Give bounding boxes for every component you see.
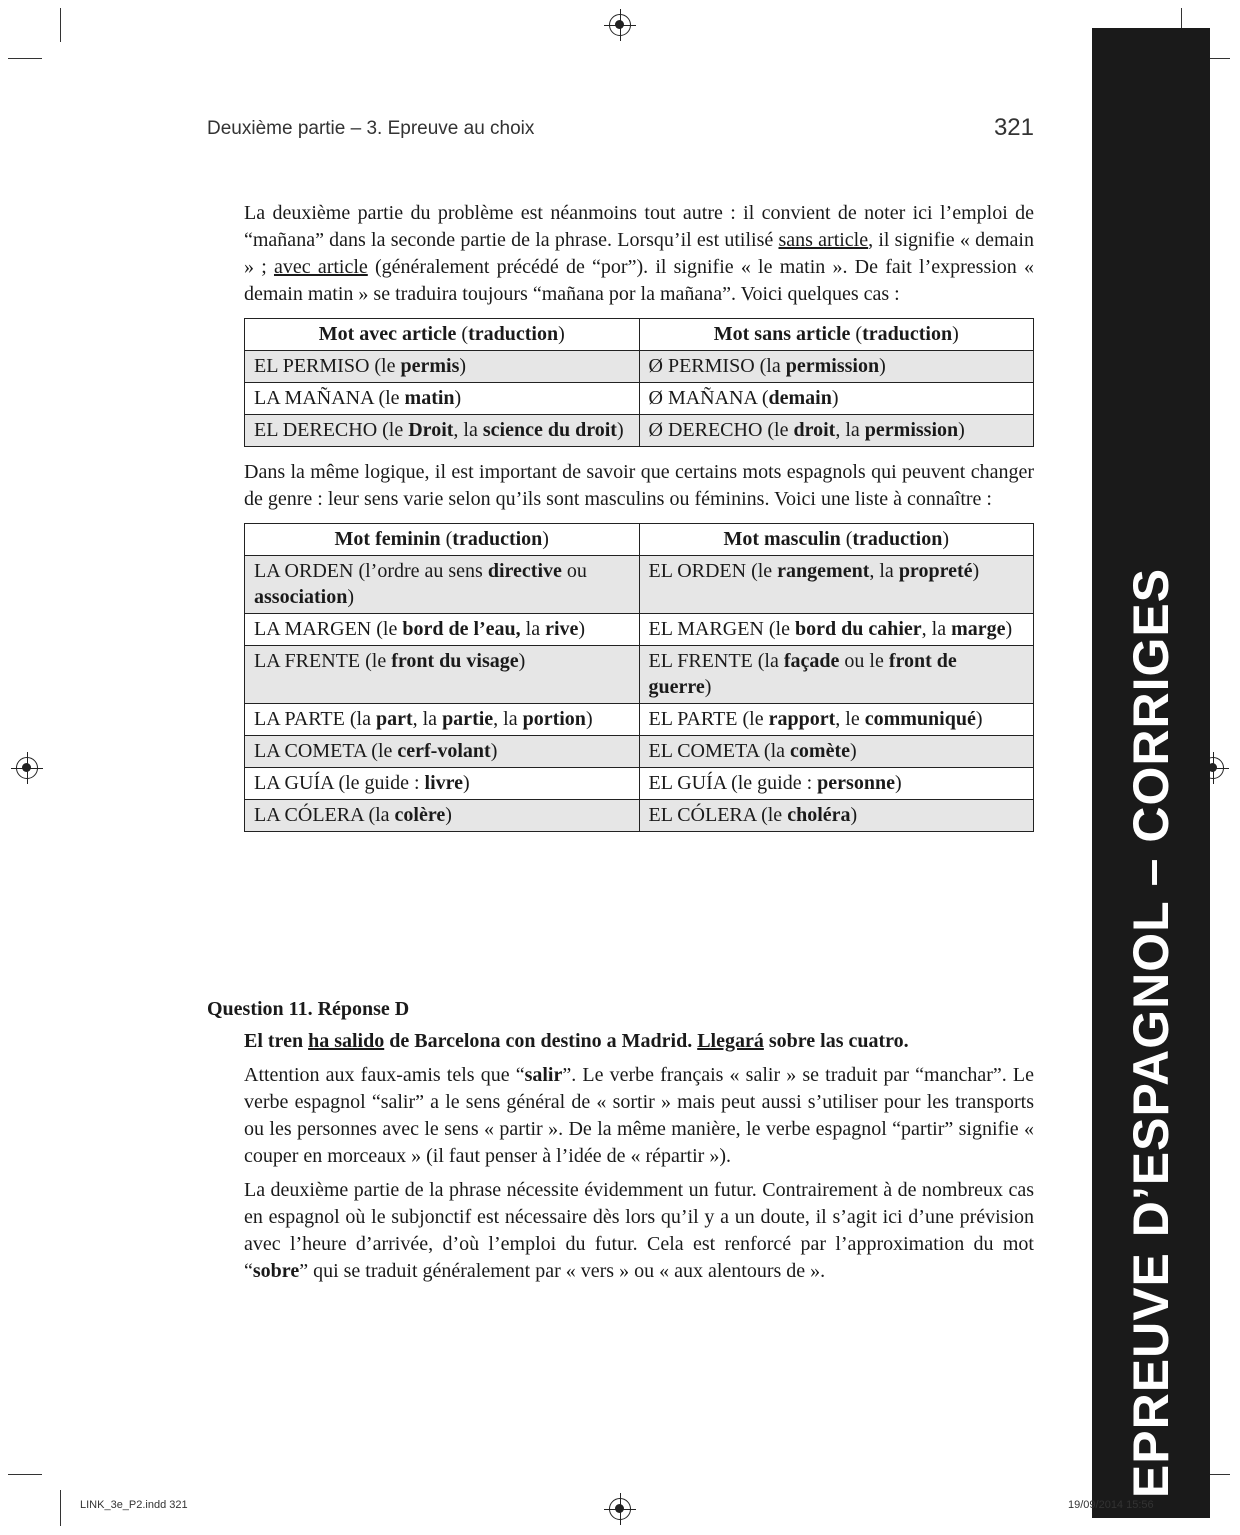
genre-paragraph: Dans la même logique, il est important de savoir que certains mots espagnols qui peuvent changer de genre : leur sens varie selon qu’ils sont masculins ou féminins. Voici une liste à connaître : xyxy=(244,461,1034,510)
table-row xyxy=(245,556,1034,614)
slug-date: 19/09/2014 15:56 xyxy=(1068,1499,1154,1511)
crop-mark xyxy=(8,1474,42,1475)
table-cell: Ø DERECHO (le droit, la permission) xyxy=(639,415,1034,447)
section-title: Deuxième partie – 3. Epreuve au choix xyxy=(207,118,535,139)
side-tab-label: EPREUVE D’ESPAGNOL – CORRIGES xyxy=(1123,567,1179,1499)
table-cell: Ø MAÑANA (demain) xyxy=(639,383,1034,415)
table-header: Mot masculin (traduction) xyxy=(639,524,1034,556)
slug-file: LINK_3e_P2.indd 321 xyxy=(80,1499,188,1511)
table-header: Mot avec article (traduction) xyxy=(245,319,640,351)
table-cell: EL ORDEN (le rangement, la propreté) xyxy=(639,556,1034,614)
table-cell: LA CÓLERA (la colère) xyxy=(245,800,640,832)
table-cell: LA GUÍA (le guide : livre) xyxy=(245,768,640,800)
table-cell: Ø PERMISO (la permission) xyxy=(639,351,1034,383)
table-cell: EL PERMISO (le permis) xyxy=(245,351,640,383)
table-cell: EL DERECHO (le Droit, la science du droit) xyxy=(245,415,640,447)
table-row xyxy=(245,415,1034,447)
question-title: Question 11. Réponse D xyxy=(207,998,410,1020)
table-cell: EL CÓLERA (le choléra) xyxy=(639,800,1034,832)
table-cell: LA MARGEN (le bord de l’eau, la rive) xyxy=(245,614,640,646)
table-row xyxy=(245,704,1034,736)
table-cell: LA COMETA (le cerf-volant) xyxy=(245,736,640,768)
main-content xyxy=(244,200,1034,844)
table-row xyxy=(245,351,1034,383)
table-cell: LA FRENTE (le front du visage) xyxy=(245,646,640,704)
crop-mark xyxy=(8,58,42,59)
table-cell: EL GUÍA (le guide : personne) xyxy=(639,768,1034,800)
explanation-paragraph: La deuxième partie de la phrase nécessite évidemment un futur. Contrairement à de nombreux cas en espagnol où le subjonctif est nécessaire dès lors qu’il y a un doute, il s’agit ici d’une prévision avec l’heure d’arrivée, d’où l’emploi du futur. Cela est renforcé par l’approximation du mot “sobre” qui se traduit généralement par « vers » ou « aux alentours de ». xyxy=(244,1179,1034,1282)
page-number: 321 xyxy=(993,114,1034,141)
table-cell: EL COMETA (la comète) xyxy=(639,736,1034,768)
table-header: Mot sans article (traduction) xyxy=(639,319,1034,351)
table-row xyxy=(245,614,1034,646)
registration-mark-icon xyxy=(609,1498,631,1520)
gender-table xyxy=(244,523,1034,832)
table-cell: LA ORDEN (l’ordre au sens directive ou association) xyxy=(245,556,640,614)
article-table xyxy=(244,318,1034,447)
table-header-row xyxy=(245,524,1034,556)
table-cell: LA PARTE (la part, la partie, la portion) xyxy=(245,704,640,736)
table-cell: EL MARGEN (le bord du cahier, la marge) xyxy=(639,614,1034,646)
table-cell: EL FRENTE (la façade ou le front de guerre) xyxy=(639,646,1034,704)
running-head xyxy=(207,114,1034,141)
table-row xyxy=(245,646,1034,704)
crop-mark xyxy=(60,1490,61,1526)
table-row xyxy=(245,383,1034,415)
crop-mark xyxy=(60,8,61,42)
question-11 xyxy=(207,996,1034,1292)
example-sentence: El tren ha salido de Barcelona con destino a Madrid. Llegará sobre las cuatro. xyxy=(244,1030,909,1052)
table-cell: EL PARTE (le rapport, le communiqué) xyxy=(639,704,1034,736)
table-header-row xyxy=(245,319,1034,351)
question-body xyxy=(244,1028,1034,1285)
table-header: Mot feminin (traduction) xyxy=(245,524,640,556)
explanation-paragraph: Attention aux faux-amis tels que “salir”. Le verbe français « salir » se traduit par “manchar”. Le verbe espagnol “salir” a le sens général de « sortir » mais peut aussi s’utiliser pour les transports ou les personnes avec le sens « partir ». De la même manière, le verbe espagnol “partir” signifie « couper en morceaux » (il faut penser à l’idée de « répartir »). xyxy=(244,1064,1034,1167)
section-side-tab xyxy=(1092,28,1210,1518)
intro-paragraph: La deuxième partie du problème est néanmoins tout autre : il convient de noter ici l’emploi de “mañana” dans la seconde partie de la phrase. Lorsqu’il est utilisé sans article, il signifie « demain » ; avec article (généralement précédé de “por”). il signifie « le matin ». De fait l’expression « demain matin » se traduira toujours “mañana por la mañana”. Voici quelques cas : xyxy=(244,202,1035,305)
table-cell: LA MAÑANA (le matin) xyxy=(245,383,640,415)
table-row xyxy=(245,768,1034,800)
table-row xyxy=(245,800,1034,832)
table-row xyxy=(245,736,1034,768)
registration-mark-icon xyxy=(609,14,631,36)
registration-mark-icon xyxy=(16,757,38,779)
